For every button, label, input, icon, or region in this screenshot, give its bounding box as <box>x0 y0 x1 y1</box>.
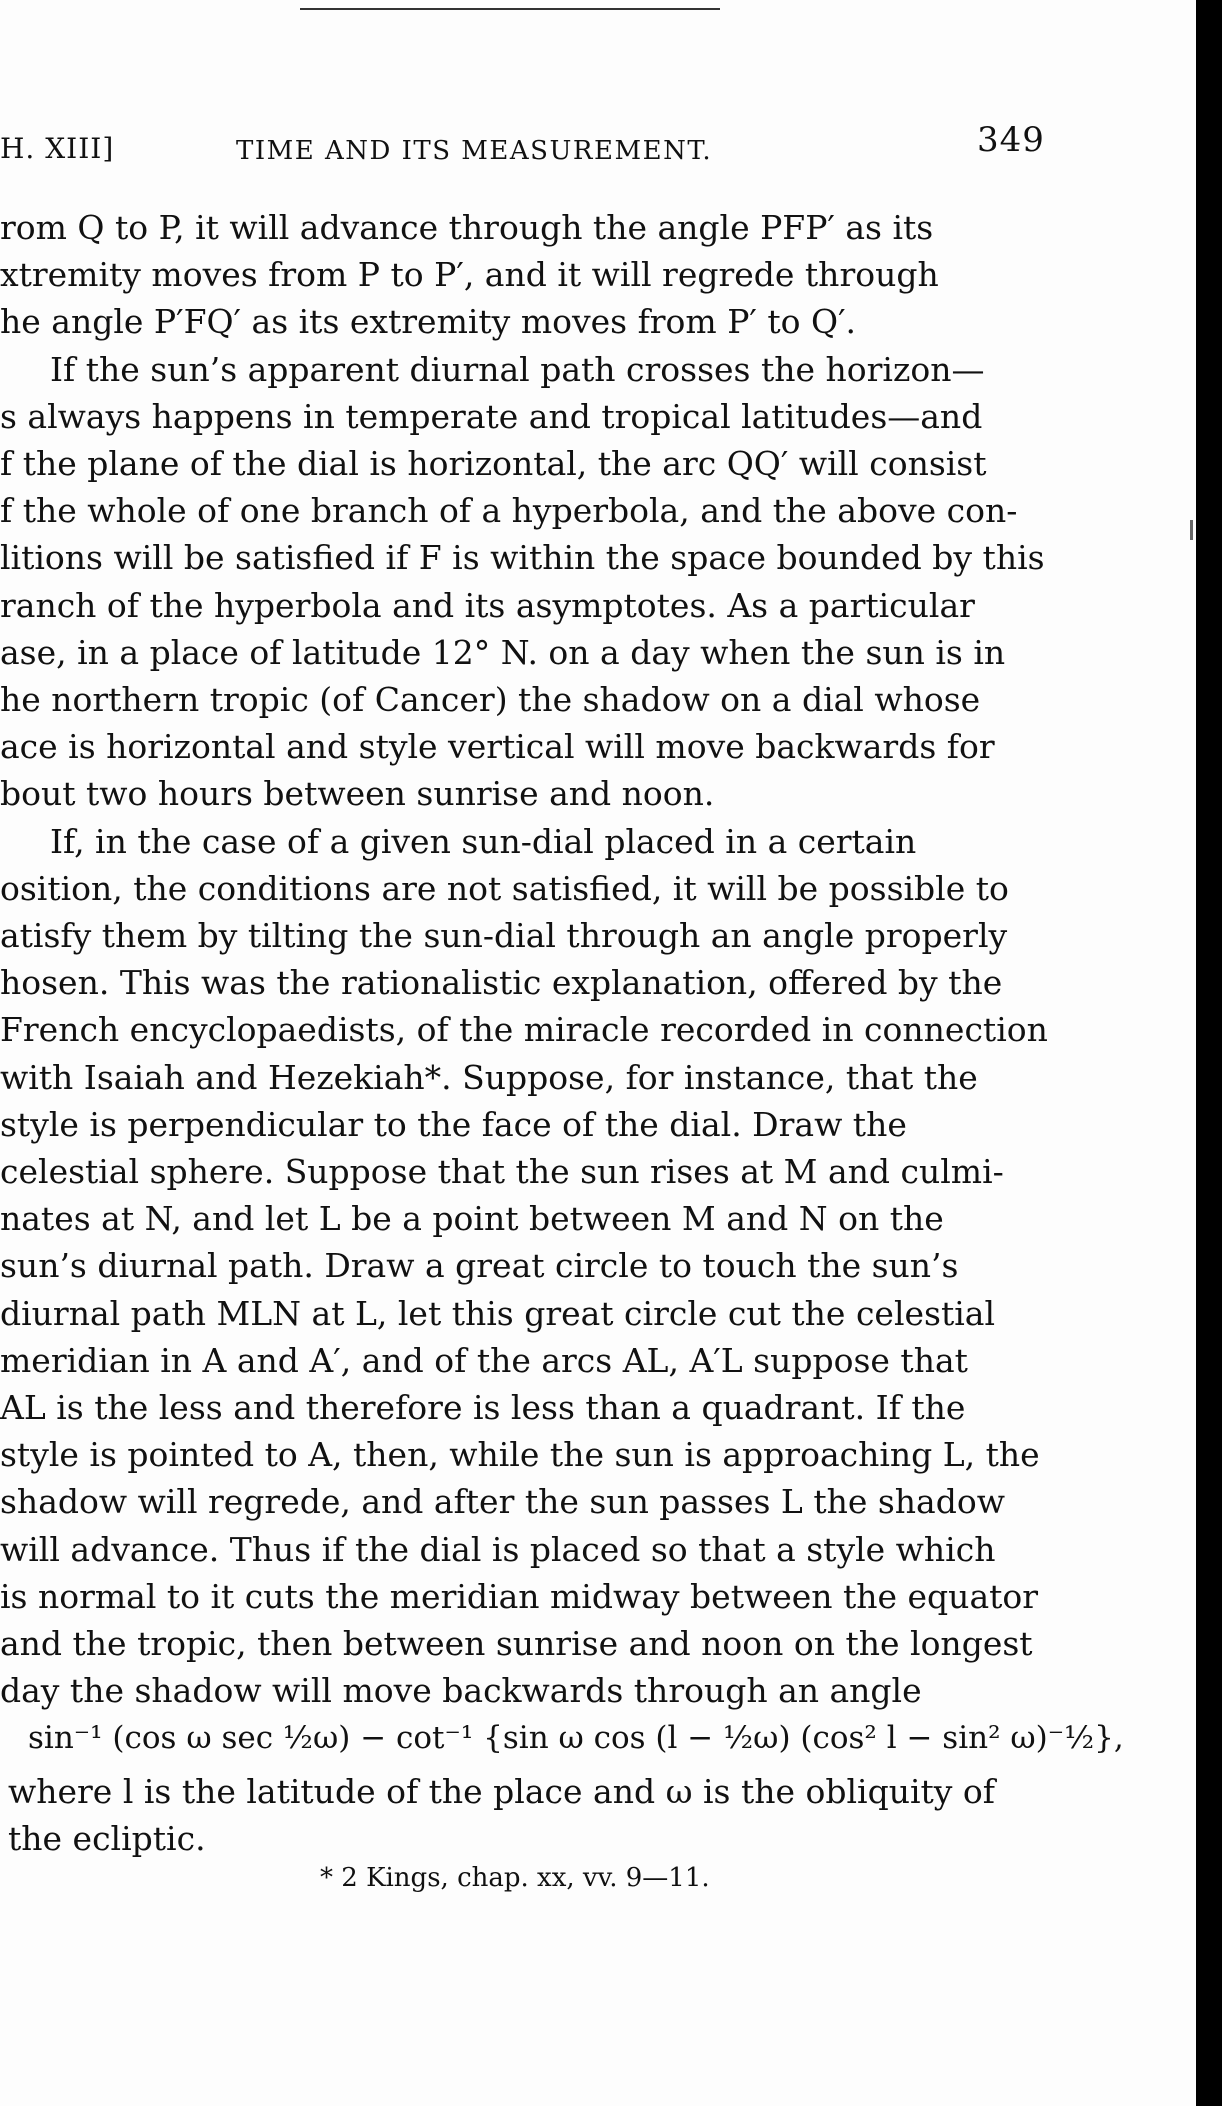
text-line: shadow will regrede, and after the sun passes L the shadow <box>0 1482 1005 1522</box>
text-line: sun’s diurnal path. Draw a great circle to touch the sun’s <box>0 1246 959 1286</box>
body-text <box>0 204 1062 1715</box>
text-line: style is pointed to A, then, while the sun is approaching L, the <box>0 1435 1040 1475</box>
text-line: AL is the less and therefore is less than a quadrant. If the <box>0 1388 966 1428</box>
text-line: xtremity moves from P to P′, and it will regrede through <box>0 255 939 295</box>
text-line: celestial sphere. Suppose that the sun rises at M and culmi- <box>0 1152 1004 1192</box>
text-line: ase, in a place of latitude 12° N. on a day when the sun is in <box>0 632 1006 672</box>
text-line: osition, the conditions are not satisfied, it will be possible to <box>0 868 1009 908</box>
text-line: atisfy them by tilting the sun-dial through an angle properly <box>0 916 1008 956</box>
text-line: ace is horizontal and style vertical will move backwards for <box>0 727 995 767</box>
paragraph-start-line: If the sun’s apparent diurnal path crosses the horizon— <box>50 349 985 389</box>
closing-text <box>8 1768 995 1862</box>
text-line: ranch of the hyperbola and its asymptotes. As a particular <box>0 585 975 625</box>
text-line: litions will be satisfied if F is within the space bounded by this <box>0 538 1045 578</box>
paragraph-start-line: If, in the case of a given sun-dial placed in a certain <box>50 821 917 861</box>
text-line: with Isaiah and Hezekiah*. Suppose, for instance, that the <box>0 1057 978 1097</box>
text-line: is normal to it cuts the meridian midway between the equator <box>0 1576 1039 1616</box>
text-line: f the plane of the dial is horizontal, the arc QQ′ will consist <box>0 444 987 484</box>
text-line: he northern tropic (of Cancer) the shadow on a dial whose <box>0 680 981 720</box>
text-line: f the whole of one branch of a hyperbola, and the above con- <box>0 491 1018 531</box>
page-number: 349 <box>977 120 1045 160</box>
text-line: and the tropic, then between sunrise and noon on the longest <box>0 1624 1033 1664</box>
text-line: style is perpendicular to the face of the dial. Draw the <box>0 1104 907 1144</box>
running-head-chapter: H. XIII] <box>0 132 115 165</box>
text-line: will advance. Thus if the dial is placed so that a style which <box>0 1529 996 1569</box>
text-line: hosen. This was the rationalistic explanation, offered by the <box>0 963 1003 1003</box>
gutter-mark <box>1190 520 1193 540</box>
text-line: rom Q to P, it will advance through the angle PFP′ as its <box>0 208 934 247</box>
text-line: where l is the latitude of the place and ω is the obliquity of <box>8 1772 996 1811</box>
text-line: nates at N, and let L be a point between M and N on the <box>0 1199 944 1239</box>
footnote: * 2 Kings, chap. xx, vv. 9—11. <box>320 1863 710 1893</box>
page-edge-shadow <box>1196 0 1222 2106</box>
text-line: meridian in A and A′, and of the arcs AL, A′L suppose that <box>0 1340 968 1380</box>
text-line: French encyclopaedists, of the miracle recorded in connection <box>0 1010 1048 1050</box>
text-line: the ecliptic. <box>8 1819 206 1858</box>
text-line: bout two hours between sunrise and noon. <box>0 774 715 814</box>
running-head-title: TIME AND ITS MEASUREMENT. <box>236 136 713 166</box>
top-rule <box>300 8 720 10</box>
text-line: s always happens in temperate and tropical latitudes—and <box>0 396 983 436</box>
text-line: diurnal path MLN at L, let this great circle cut the celestial <box>0 1293 996 1333</box>
formula: sin⁻¹ (cos ω sec ½ω) − cot⁻¹ {sin ω cos (l − ½ω) (cos² l − sin² ω)⁻½}, <box>28 1720 1124 1756</box>
text-line: day the shadow will move backwards through an angle <box>0 1671 922 1711</box>
text-line: he angle P′FQ′ as its extremity moves from P′ to Q′. <box>0 302 857 342</box>
